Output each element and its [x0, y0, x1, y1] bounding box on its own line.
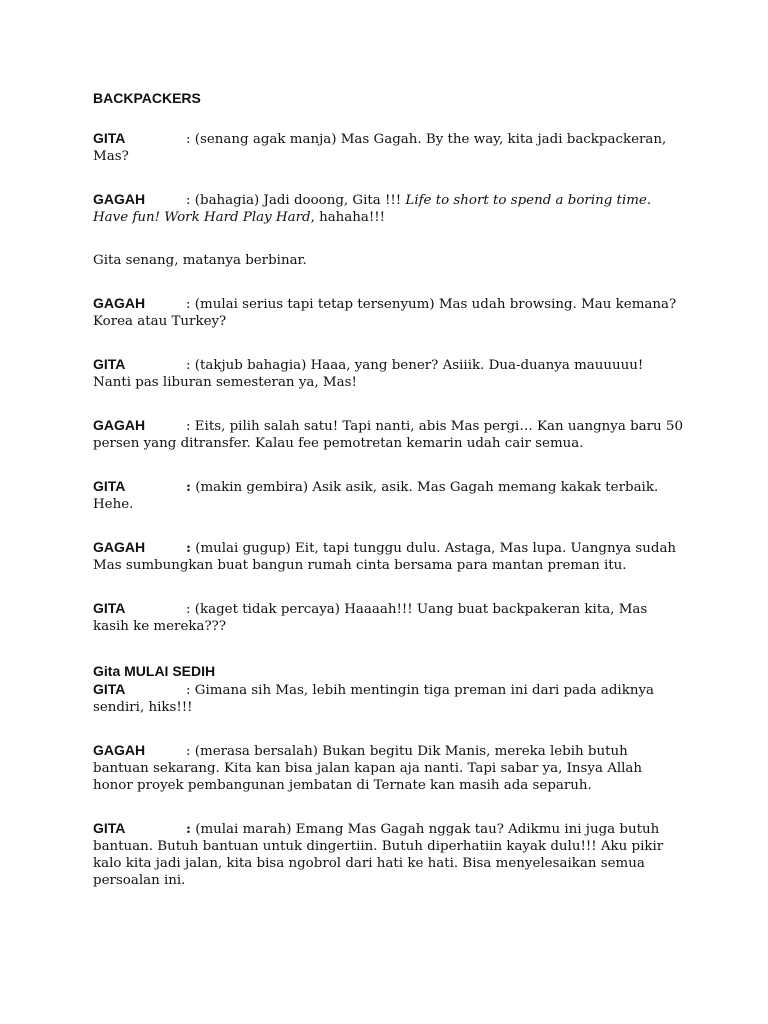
- speaker-name: GITA: [93, 820, 126, 836]
- dialogue-line: [93, 681, 683, 716]
- dialogue-text: (takjub bahagia) Haaa, yang bener? Asiiik. Dua-duanya mauuuuu! Nanti pas liburan semesteran ya, Mas!: [93, 358, 644, 390]
- speaker-colon: :: [186, 358, 191, 373]
- speaker-name: GAGAH: [93, 191, 146, 207]
- speaker-name: GAGAH: [93, 417, 146, 433]
- dialogue-text: , hahaha!!!: [310, 210, 386, 225]
- speaker-name: GAGAH: [93, 742, 146, 758]
- dialogue-text: (merasa bersalah) Bukan begitu Dik Manis, mereka lebih butuh bantuan sekarang. Kita kan bisa jalan kapan aja nanti. Tapi sabar ya, Insya Allah honor proyek pembangunan jembatan di Ternate kan masih ada separuh.: [93, 744, 643, 793]
- speaker-colon: :: [186, 419, 191, 434]
- document-title: BACKPACKERS: [93, 90, 201, 106]
- dialogue-text: (mulai serius tapi tetap tersenyum) Mas udah browsing. Mau kemana? Korea atau Turkey?: [93, 297, 677, 329]
- speaker-colon: :: [186, 540, 191, 556]
- dialogue-text: (bahagia) Jadi dooong, Gita !!!: [194, 193, 406, 208]
- dialogue-text: (makin gembira) Asik asik, asik. Mas Gagah memang kakak terbaik. Hehe.: [93, 480, 659, 512]
- speaker-colon: :: [186, 602, 191, 617]
- script-page: [93, 88, 683, 915]
- dialogue-line: [93, 742, 683, 794]
- dialogue-line: [93, 417, 683, 452]
- dialogue-text: Gimana sih Mas, lebih mentingin tiga preman ini dari pada adiknya sendiri, hiks!!!: [93, 683, 654, 715]
- dialogue-text: (senang agak manja) Mas Gagah. By the way, kita jadi backpackeran, Mas?: [93, 132, 667, 164]
- dialogue-text: (kaget tidak percaya) Haaaah!!! Uang buat backpakeran kita, Mas kasih ke mereka???: [93, 602, 648, 634]
- dialogue-line: [93, 478, 683, 513]
- speaker-name: GITA: [93, 600, 126, 616]
- dialogue-line: [93, 356, 683, 391]
- speaker-colon: :: [186, 297, 191, 312]
- speaker-colon: :: [186, 821, 191, 837]
- speaker-name: GAGAH: [93, 539, 146, 555]
- dialogue-line: [93, 295, 683, 330]
- speaker-name: GITA: [93, 356, 126, 372]
- dialogue-text: Eits, pilih salah satu! Tapi nanti, abis Mas pergi… Kan uangnya baru 50 persen yang ditransfer. Kalau fee pemotretan kemarin udah cair semua.: [93, 419, 683, 451]
- speaker-name: GITA: [93, 681, 126, 697]
- speaker-colon: :: [186, 744, 191, 759]
- dialogue-line: [93, 820, 683, 889]
- section-heading: Gita MULAI SEDIH: [93, 663, 216, 679]
- dialogue-text-italic: Life to short to spend a boring time. Have fun! Work Hard Play Hard: [93, 193, 652, 225]
- dialogue-line: [93, 191, 683, 226]
- speaker-name: GAGAH: [93, 295, 146, 311]
- narration-line: [93, 252, 683, 269]
- speaker-name: GITA: [93, 130, 126, 146]
- speaker-name: GITA: [93, 478, 126, 494]
- dialogue-line: [93, 600, 683, 635]
- speaker-colon: :: [186, 683, 191, 698]
- dialogue-line: [93, 130, 683, 165]
- speaker-colon: :: [186, 479, 191, 495]
- narration-text: Gita senang, matanya berbinar.: [93, 253, 307, 268]
- speaker-colon: :: [186, 132, 191, 147]
- dialogue-line: [93, 539, 683, 574]
- dialogue-text: (mulai marah) Emang Mas Gagah nggak tau? Adikmu ini juga butuh bantuan. Butuh bantuan untuk dingertiin. Butuh diperhatiin kayak dulu!!! Aku pikir kalo kita jadi jalan, kita bisa ngobrol dari hati ke hati. Bisa menyelesaikan semua persoalan ini.: [93, 822, 664, 888]
- dialogue-text: (mulai gugup) Eit, tapi tunggu dulu. Astaga, Mas lupa. Uangnya sudah Mas sumbungkan buat bangun rumah cinta bersama para mantan preman itu.: [93, 541, 677, 573]
- speaker-colon: :: [186, 193, 191, 208]
